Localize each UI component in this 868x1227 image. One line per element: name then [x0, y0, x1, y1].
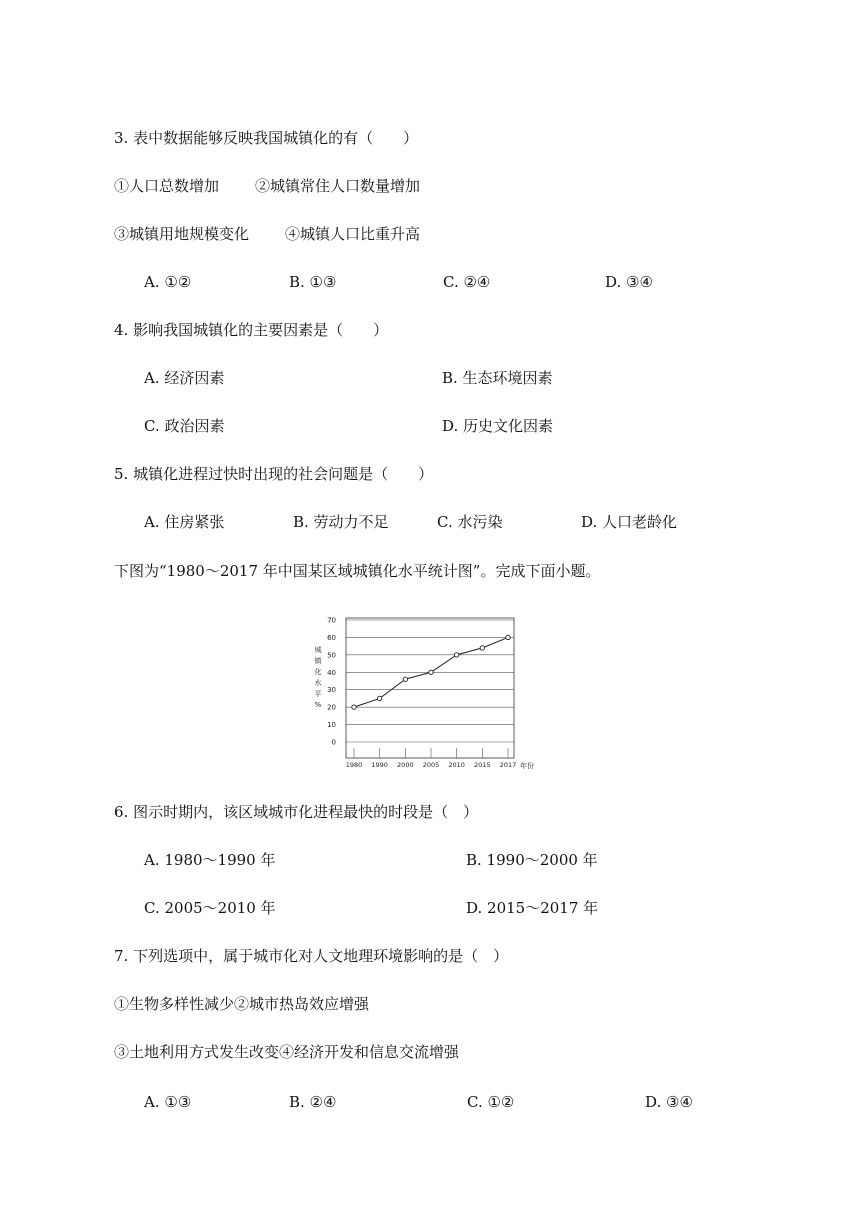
q5-stem: 5. 城镇化进程过快时出现的社会问题是（ ） [114, 465, 434, 483]
q3-option-d: D. ③④ [605, 273, 653, 291]
x-tick-label: 2015 [474, 761, 491, 769]
chart-grid [346, 618, 514, 758]
q3-item-1: ①人口总数增加 [114, 177, 220, 195]
q7-option-a: A. ①③ [144, 1093, 192, 1111]
q3-option-c: C. ②④ [443, 273, 491, 291]
y-tick-label: 50 [327, 651, 336, 660]
y-axis-label-char: 平 [314, 690, 322, 698]
x-axis-label: 年份 [520, 762, 534, 770]
y-axis-label [315, 645, 323, 709]
x-tick-labels [346, 761, 517, 769]
q7-option-c: C. ①② [467, 1093, 515, 1111]
q4-option-c: C. 政治因素 [144, 417, 225, 435]
q4-option-a: A. 经济因素 [144, 369, 225, 387]
x-tick-label: 1980 [345, 761, 363, 769]
y-tick-label: 70 [327, 616, 336, 625]
x-tick-label: 2010 [448, 761, 465, 769]
y-axis-label-char: 城 [314, 646, 322, 654]
y-tick-label: 20 [327, 703, 336, 712]
y-tick-label: 60 [327, 633, 336, 642]
q5-option-a: A. 住房紧张 [144, 513, 225, 531]
y-tick-label: 10 [327, 721, 336, 730]
y-axis-label-char: 镇 [314, 657, 322, 665]
q3-item-2: ②城镇常住人口数量增加 [255, 177, 421, 195]
q7-stem: 7. 下列选项中，属于城市化对人文地理环境影响的是（ ） [114, 947, 509, 965]
q4-option-d: D. 历史文化因素 [442, 417, 554, 435]
q5-option-b: B. 劳动力不足 [293, 513, 389, 531]
q6-option-a: A. 1980～1990 年 [144, 851, 276, 869]
q3-item-4: ④城镇人口比重升高 [285, 225, 421, 243]
y-axis-label-char: 水 [314, 679, 322, 687]
q6-option-b: B. 1990～2000 年 [466, 851, 598, 869]
data-point [454, 653, 458, 657]
x-tick-label: 1990 [371, 761, 388, 769]
y-axis-label-char: % [314, 701, 322, 709]
q7-items-1: ①生物多样性减少②城市热岛效应增强 [114, 995, 370, 1013]
q6-stem: 6. 图示时期内，该区域城市化进程最快的时段是（ ） [114, 803, 479, 821]
data-point [429, 670, 433, 674]
y-tick-label: 0 [331, 738, 336, 747]
q5-option-d: D. 人口老龄化 [581, 513, 678, 531]
x-tick-label: 2005 [422, 761, 440, 769]
data-point [403, 677, 407, 681]
x-tick-label: 2000 [397, 761, 414, 769]
q6-option-c: C. 2005～2010 年 [144, 899, 276, 917]
q7-items-2: ③土地利用方式发生改变④经济开发和信息交流增强 [114, 1043, 460, 1061]
q3-item-3: ③城镇用地规模变化 [114, 225, 250, 243]
data-point [480, 646, 484, 650]
q3-option-a: A. ①② [144, 273, 192, 291]
q4-option-b: B. 生态环境因素 [442, 369, 553, 387]
data-point [377, 696, 381, 700]
data-point [506, 635, 510, 639]
plot-frame [346, 618, 514, 758]
y-axis-label-char: 化 [314, 668, 322, 676]
chart-intro: 下图为“1980～2017 年中国某区域城镇化水平统计图”。完成下面小题。 [114, 562, 601, 580]
urbanization-line-chart [308, 612, 540, 772]
y-tick-label: 30 [327, 686, 336, 695]
q6-option-d: D. 2015～2017 年 [466, 899, 599, 917]
q4-stem: 4. 影响我国城镇化的主要因素是（ ） [114, 321, 389, 339]
data-point [352, 705, 356, 709]
y-tick-label: 40 [327, 668, 336, 677]
y-tick-labels [327, 617, 336, 747]
q3-option-b: B. ①③ [289, 273, 337, 291]
q5-option-c: C. 水污染 [437, 513, 503, 531]
q3-stem: 3. 表中数据能够反映我国城镇化的有（ ） [114, 129, 419, 147]
x-tick-label: 2017 [499, 761, 517, 769]
q7-option-d: D. ③④ [645, 1093, 693, 1111]
q7-option-b: B. ②④ [289, 1093, 337, 1111]
